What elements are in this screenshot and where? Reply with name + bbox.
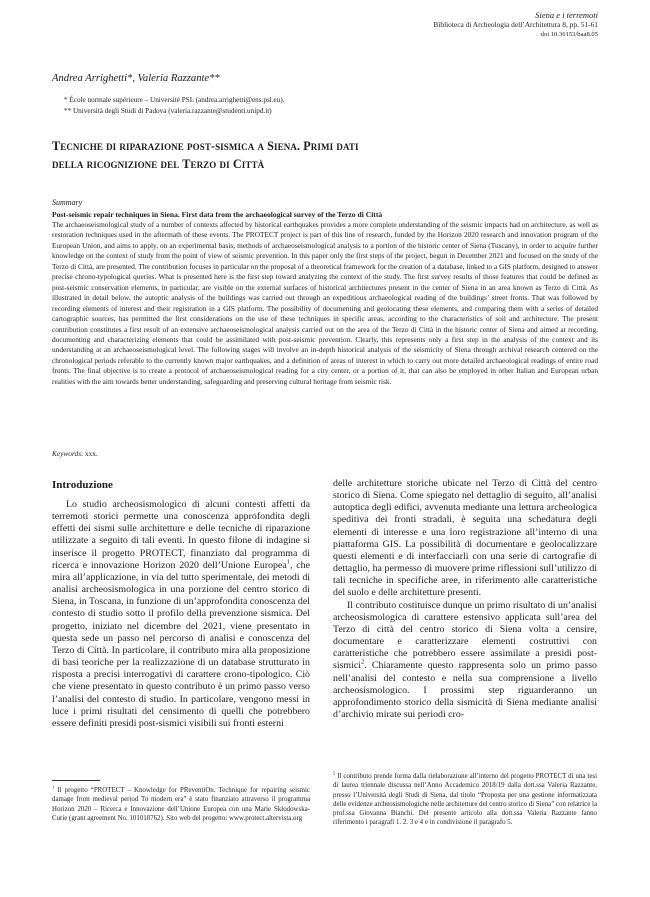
paragraph	[52, 499, 310, 730]
journal-doi: doi 10.36153/baa8.05	[540, 31, 598, 38]
summary-heading: Summary	[52, 198, 83, 207]
section-heading-introduzione: Introduzione	[52, 479, 113, 491]
journal-series-pages: Biblioteca di Archeologia dell’Architettura 8, pp. 51-61	[433, 20, 598, 29]
footnote-number: 1	[52, 784, 55, 790]
footnote-text: Il progetto “PROTECT – Knowledge for PReventiOn. Technique for repairing seismic damage from medieval period To modern era” è stato finanziato attraverso il programma Horizon 2020 – Ricerca e Innovazione dell’Unione Europea con una Marie Skłodowska-Curie (grant agreement No. 101018762). Sito web del progetto: www.protect.altervista.org	[52, 787, 310, 822]
journal-name: Siena e i terremoti	[535, 10, 598, 20]
summary-abstract: The archaeoseismological study of a number of contexts affected by historical earthquakes provides a more complete understanding of the seismic impacts had on architecture, as well as restoration techniques used in the aftermath of these events. The PROTECT project is part of this line of research, funded by the Horizon 2020 research and innovation program of the European Union, and aims to apply, on an experimental basis, methods of archaeoseismological analysis to a portion of the historic center of Siena (Tuscany), in order to acquire further knowledge on the context of study from the point of view of seismic prevention. In this paper only the first steps of the project, begun in December 2021 and focused on the study of the Terzo di Città, are presented. The contribution focuses in particular on the proposal of a theoretical framework for the creation of a database, linked to a GIS platform, designed to answer precise chrono-typological queries. What is presented here is the first step toward analyzing the context of the study. The first survey results of those features that could be defined as post-seismic conservation elements, in particular, are visible on the external surfaces of historical architectures present in the center of Siena in an area known as Terzo di Città. As illustrated in detail below, the autoptic analysis of the buildings was carried out through an expeditious archaeological reading of the buildings’ street fronts. That was followed by recording elements of interest and their registration in a GIS platform. The possibility of documenting and geolocating these elements, and comparing them with a series of detailed cartographic sources, has permitted the first considerations on the use of these techniques in specific areas, according to the characteristics of soil and architecture. The present contribution constitutes a first result of an extensive archaeoseismological analysis carried out on the area of the Terzo di Città in the historic center of Siena and aimed at recording, documenting and characterizing elements that could be assimilated with post-seismic prevention. Clearly, this represents only a first step in the analysis of the context and its understanding at an archaeoseismological level. The following stages will involve an in-depth historical analysis of the seismicity of Siena through archival research centered on the chronological periods referable to the currently known major earthquakes, and a definition of areas of interest in which to carry out more detailed archaeological readings of entire road fronts. The final objective is to create a protocol of archaeoseismological reading for a city center, or a portion of it, that can also be employed in other Italian and European urban realities with the aim towards better understanding, safeguarding and preserving cultural heritage from seismic risk.	[52, 220, 598, 386]
paragraph-text: . Chiaramente questo rappresenta solo un primo passo nell’analisi del contesto e nella sua comprensione a livello archeosismologico. I prossimi step riguarderanno un approfondimento storico della sismicità di Siena mediante analisi d’archivio mirate sui periodi cro-	[333, 660, 597, 720]
paragraph	[333, 600, 597, 722]
paragraph-text: Lo studio archeosismologico di alcuni contesti affetti da terremoti storici permette una conoscenza approfondita degli effetti dei sismi sulle architetture e delle tecniche di riparazione utilizzate a seguito di tali eventi. In questo filone di indagine si inserisce il progetto PROTECT, finanziato dal programma di ricerca e innovazione Horizon 2020 dell’Unione Europea	[52, 499, 310, 571]
authors: Andrea Arrighetti*, Valeria Razzante**	[52, 73, 220, 84]
footnote-rule	[52, 780, 100, 781]
keywords-label: Keywords	[52, 449, 82, 458]
keywords	[52, 449, 98, 458]
body-text-left	[52, 499, 310, 730]
right-column	[333, 478, 597, 721]
paragraph-text: , che mira all’applicazione, in via del tutto sperimentale, dei metodi di analisi archeosismologica in una porzione del centro storico di Siena, in Toscana, in funzione di un’approfondita conoscenza del contesto di studio sotto il profilo della prevenzione sismica. Del progetto, iniziato nel dicembre del 2021, viene presentato in questa sede un passo nel percorso di analisi e conoscenza del Terzo di Città. In particolare, il contributo mira alla proposizione di basi teoriche per la realizzazione di un database strutturato in risposta a precisi interrogativi di carattere crono-tipologico. Ciò che viene presentato in questo contributo è un primo passo verso l’analisi del contesto di studio. In particolare, vengono messi in luce i primi risultati del censimento di quelli che potrebbero essere definiti presidi post-sismici visibili sui fronti esterni	[52, 559, 310, 729]
footnote-1	[52, 786, 310, 823]
left-column	[52, 479, 310, 730]
paragraph-continuation: delle architetture storiche ubicate nel Terzo di Città del centro storico di Siena. Come spiegato nel dettaglio di seguito, all’analisi autoptica degli edifici, avvenuta mediante una lettura archeologica speditiva dei fronti stradali, è seguita una schedatura degli elementi di interesse e una loro registrazione all’interno di una piattaforma GIS. La possibilità di documentare e geolocalizzare questi elementi e di interfacciarli con una serie di cartografie di dettaglio, ha permesso di muovere prime riflessioni sull’utilizzo di tali tecniche in specifiche aree, in riferimento alle caratteristiche del suolo e delle architetture presenti.	[333, 478, 597, 599]
journal-header	[433, 10, 598, 40]
keywords-value: : xxx.	[81, 449, 98, 458]
paper-title	[52, 137, 612, 173]
footnote-ref-1: 1	[286, 558, 290, 566]
footnote-ref-2: 2	[360, 659, 365, 667]
footnote-2	[333, 772, 597, 828]
title-line-1: Tecniche di riparazione post-sismica a Siena. Primi dati	[52, 139, 359, 153]
title-line-2: della ricognizione del Terzo di Città	[52, 157, 265, 171]
footnote-text: Il contributo prende forma dalla rielaborazione all’interno del progetto PROTECT di una tesi di laurea triennale discussa nell’Anno Accademico 2018/19 dalla dott.ssa Valeria Razzante, presso l’Università degli Studi di Siena, dal titolo “Proposta per una gestione informatizzata delle evidenze archeosismologiche nelle architetture del centro storico di Siena” con relatrice la prof.ssa Giovanna Bianchi. Del presente articolo alla dott.ssa Valeria Razzante fanno riferimento i paragrafi 1. 2. 3 e 4 e in condivisione il paragrafo 5.	[333, 773, 597, 827]
footnote-number: 2	[333, 770, 336, 776]
summary-subtitle: Post-seismic repair techniques in Siena. First data from the archaeological survey of the Terzo di Città	[52, 210, 383, 219]
affiliation-1: * École normale supérieure – Université PSL (andrea.arrighetti@ens.psl.eu).	[64, 96, 285, 104]
paragraph-text: Il contributo costituisce dunque un primo risultato di un’analisi archeosismologica di carattere estensivo applicata sull’area del Terzo di città del centro storico di Siena volta a censire, documentare e caratterizzare elementi costruttivi con caratteristiche che potrebbero essere assimilate a presidi post-sismici	[333, 599, 597, 672]
affiliation-2: ** Università degli Studi di Padova (valeria.razzante@studenti.unipd.it)	[64, 107, 272, 115]
body-text-right	[333, 478, 597, 721]
